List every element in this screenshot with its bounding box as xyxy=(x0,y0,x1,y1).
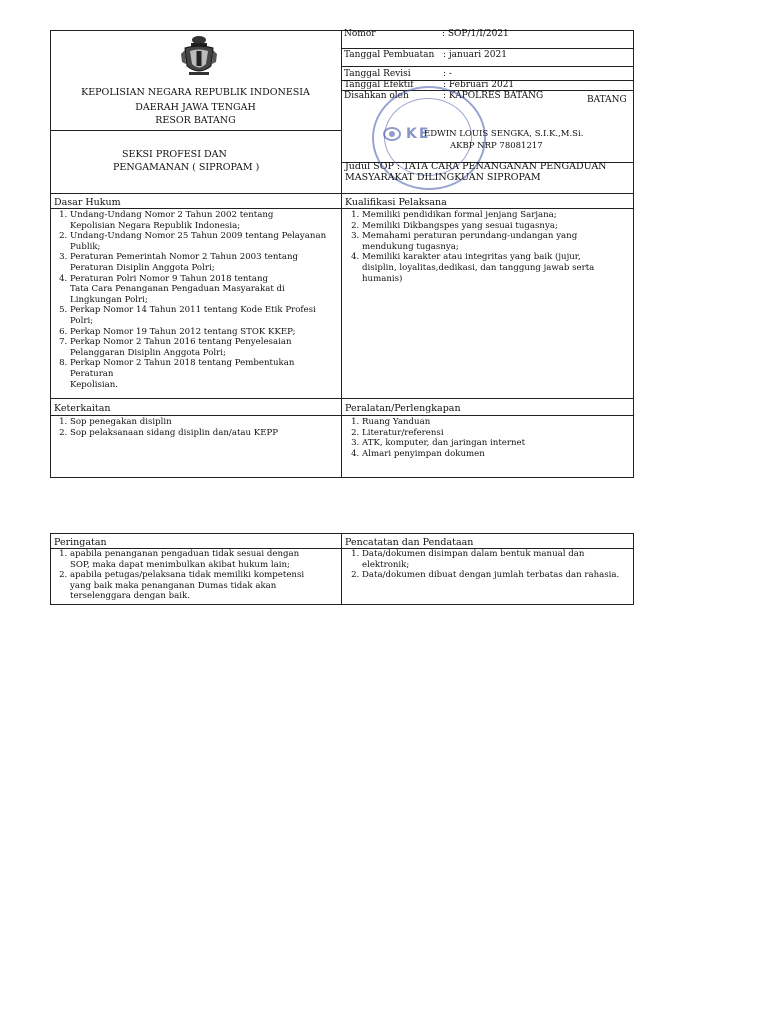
disahkan-label: Disahkan oleh xyxy=(344,91,409,101)
list-item: 1. Undang-Undang Nomor 2 Tahun 2002 tentang Kepolisian Negara Republik Indonesia; xyxy=(70,210,352,231)
list-item: 1. apabila penanganan pengaduan tidak sesuai dengan SOP, maka dapat menimbulkan akibat hukum lain; xyxy=(70,549,352,570)
nomor-label: Nomor xyxy=(344,29,376,39)
keterkaitan-list xyxy=(54,417,352,438)
tanggal-revisi-label: Tanggal Revisi xyxy=(344,69,411,79)
list-item: 4. Almari penyimpan dokumen xyxy=(362,449,644,460)
unit-name-line1: SEKSI PROFESI DAN xyxy=(122,149,227,160)
judul-sop-line1: Judul SOP : TATA CARA PENANGANAN PENGADUAN xyxy=(345,161,607,172)
list-item: 2. Literatur/referensi xyxy=(362,428,644,439)
list-item: 3. Memahami peraturan perundang-undangan yang mendukung tugasnya; xyxy=(362,231,644,252)
stamp-text: KE xyxy=(406,126,431,142)
list-item: 6. Perkap Nomor 19 Tahun 2012 tentang STOK KKEP; xyxy=(70,327,352,338)
pencatatan-list xyxy=(346,549,646,581)
dasar-hukum-list xyxy=(54,210,352,390)
unit-name-line2: PENGAMANAN ( SIPROPAM ) xyxy=(113,162,260,173)
list-item: 7. Perkap Nomor 2 Tahun 2016 tentang Penyelesaian Pelanggaran Disiplin Anggota Polri; xyxy=(70,337,352,358)
list-item: 2. Sop pelaksanaan sidang disiplin dan/atau KEPP xyxy=(70,428,352,439)
tanggal-pembuatan-value: : januari 2021 xyxy=(443,50,507,60)
list-item: 3. ATK, komputer, dan jaringan internet xyxy=(362,438,644,449)
keterkaitan-title: Keterkaitan xyxy=(54,403,111,414)
tanggal-efektif-value: : Februari 2021 xyxy=(443,80,515,90)
org-region: DAERAH JAWA TENGAH xyxy=(135,102,256,113)
batang-label: BATANG xyxy=(587,95,627,105)
list-item: 4. Memiliki karakter atau integritas yang baik (jujur, disiplin, loyalitas,dedikasi, dan tanggung jawab serta humanis) xyxy=(362,252,644,284)
nomor-value: : SOP/1/I/2021 xyxy=(442,29,509,39)
tanggal-pembuatan-label: Tanggal Pembuatan xyxy=(344,50,435,60)
list-item: 8. Perkap Nomor 2 Tahun 2018 tentang Pembentukan Peraturan Kepolisian. xyxy=(70,358,352,390)
peralatan-list xyxy=(346,417,644,459)
peringatan-title: Peringatan xyxy=(54,537,107,548)
list-item: 4. Peraturan Polri Nomor 9 Tahun 2018 tentang Tata Cara Penanganan Pengaduan Masyarakat di Lingkungan Polri; xyxy=(70,274,352,306)
list-item: 2. apabila petugas/pelaksana tidak memiliki kompetensi yang baik maka penanganan Dumas tidak akan terselenggara dengan baik. xyxy=(70,570,352,602)
list-item: 3. Peraturan Pemerintah Nomor 2 Tahun 2003 tentang Peraturan Disiplin Anggota Polri; xyxy=(70,252,352,273)
list-item: 2. Undang-Undang Nomor 25 Tahun 2009 tentang Pelayanan Publik; xyxy=(70,231,352,252)
org-name: KEPOLISIAN NEGARA REPUBLIK INDONESIA xyxy=(81,87,310,98)
tanggal-revisi-value: : - xyxy=(443,69,452,79)
kualifikasi-list xyxy=(346,210,644,284)
disahkan-value: : KAPOLRES BATANG xyxy=(443,91,544,101)
pencatatan-title: Pencatatan dan Pendataan xyxy=(345,537,474,548)
list-item: 2. Data/dokumen dibuat dengan jumlah terbatas dan rahasia. xyxy=(362,570,646,581)
police-emblem-logo xyxy=(177,34,221,78)
list-item: 1. Data/dokumen disimpan dalam bentuk manual dan elektronik; xyxy=(362,549,646,570)
kualifikasi-title: Kualifikasi Pelaksana xyxy=(345,197,447,208)
dasar-hukum-title: Dasar Hukum xyxy=(54,197,121,208)
judul-sop-line2: MASYARAKAT DILINGKUAN SIPROPAM xyxy=(345,172,541,183)
list-item: 1. Ruang Yanduan xyxy=(362,417,644,428)
stamp-emblem-icon xyxy=(382,126,402,142)
peralatan-title: Peralatan/Perlengkapan xyxy=(345,403,461,414)
list-item: 1. Sop penegakan disiplin xyxy=(70,417,352,428)
signer-nrp: AKBP NRP 78081217 xyxy=(450,141,543,151)
list-item: 5. Perkap Nomor 14 Tahun 2011 tentang Kode Etik Profesi Polri; xyxy=(70,305,352,326)
org-resor: RESOR BATANG xyxy=(155,115,236,126)
signer-name: EDWIN LOUIS SENGKA, S.I.K.,M.Si. xyxy=(424,129,584,139)
tanggal-efektif-label: Tanggal Efektif xyxy=(344,80,414,90)
peringatan-list xyxy=(54,549,352,602)
list-item: 2. Memiliki Dikbangspes yang sesuai tugasnya; xyxy=(362,221,644,232)
list-item: 1. Memiliki pendidikan formal jenjang Sarjana; xyxy=(362,210,644,221)
